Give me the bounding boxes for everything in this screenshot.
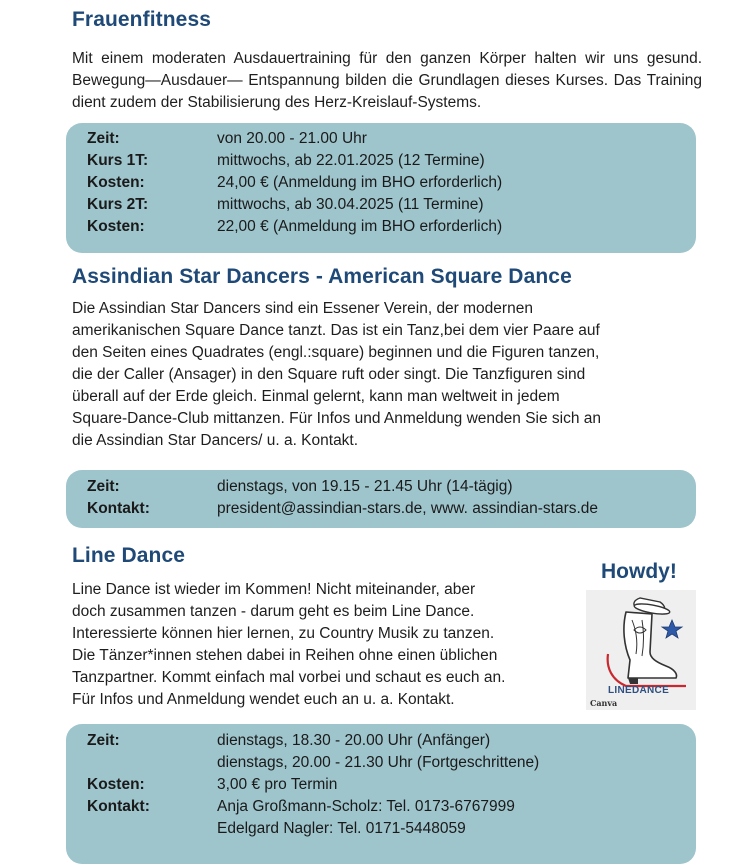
info-value: dienstags, 18.30 - 20.00 Uhr (Anfänger) [217, 732, 491, 749]
frauenfitness-description: Mit einem moderaten Ausdauertraining für den ganzen Körper halten wir uns gesund. Bewegung—Ausdauer— Entspannung bilden die Grundlagen dieses Kurses. Das Training dient zudem der Stabilisierung des Herz-Kreislauf-Systems. [72, 50, 702, 111]
info-row [66, 730, 696, 752]
square-dance-title: Assindian Star Dancers - American Square Dance [72, 265, 572, 288]
info-row [66, 128, 696, 150]
line-dance-description [72, 579, 592, 711]
frauenfitness-info-box [66, 123, 696, 253]
info-row [66, 216, 696, 238]
info-label: Zeit: [87, 732, 120, 749]
info-value: 22,00 € (Anmeldung im BHO erforderlich) [217, 218, 503, 235]
info-row [66, 774, 696, 796]
info-label: Zeit: [87, 130, 120, 147]
text-line: amerikanischen Square Dance tanzt. Das ist ein Tanz,bei dem vier Paare auf [72, 322, 600, 339]
text-line: den Seiten eines Quadrates (engl.:square) beginnen und die Figuren tanzen, [72, 344, 600, 361]
info-value: 24,00 € (Anmeldung im BHO erforderlich) [217, 174, 503, 191]
info-row [66, 172, 696, 194]
info-value: Edelgard Nagler: Tel. 0171-5448059 [217, 820, 466, 837]
badge-caption: LINEDANCE [608, 685, 670, 696]
info-label: Kurs 1T: [87, 152, 149, 169]
info-label: Kontakt: [87, 798, 150, 815]
info-value: mittwochs, ab 30.04.2025 (11 Termine) [217, 196, 484, 213]
howdy-heading: Howdy! [601, 560, 677, 583]
badge-brand: Canva [590, 698, 618, 708]
info-row [66, 796, 696, 818]
info-label: Zeit: [87, 478, 120, 495]
line-dance-info-box [66, 724, 696, 864]
info-row [66, 752, 696, 774]
text-line: Die Tänzer*innen stehen dabei in Reihen ohne einen üblichen [72, 647, 498, 664]
info-row [66, 194, 696, 216]
linedance-badge [586, 590, 696, 710]
line-dance-title: Line Dance [72, 544, 186, 567]
info-value: Anja Großmann-Scholz: Tel. 0173-6767999 [217, 798, 515, 815]
text-line: doch zusammen tanzen - darum geht es beim Line Dance. [72, 603, 475, 620]
square-dance-info-box [66, 470, 696, 528]
text-line: Line Dance ist wieder im Kommen! Nicht miteinander, aber [72, 581, 476, 598]
info-value: dienstags, von 19.15 - 21.45 Uhr (14-tägig) [217, 478, 513, 495]
text-line: die Assindian Star Dancers/ u. a. Kontakt. [72, 432, 359, 449]
square-dance-description [72, 298, 712, 452]
info-value: president@assindian-stars.de, www. assindian-stars.de [217, 500, 599, 517]
info-row [66, 476, 696, 498]
info-label: Kosten: [87, 776, 145, 793]
info-row [66, 498, 696, 520]
info-label: Kontakt: [87, 500, 150, 517]
info-value: 3,00 € pro Termin [217, 776, 338, 793]
info-label: Kosten: [87, 218, 145, 235]
info-label: Kurs 2T: [87, 196, 149, 213]
info-value: von 20.00 - 21.00 Uhr [217, 130, 367, 147]
text-line: die der Caller (Ansager) in den Square ruft oder singt. Die Tanzfiguren sind [72, 366, 586, 383]
info-row [66, 818, 696, 840]
info-label: Kosten: [87, 174, 145, 191]
info-value: dienstags, 20.00 - 21.30 Uhr (Fortgeschrittene) [217, 754, 540, 771]
text-line: Square-Dance-Club mittanzen. Für Infos und Anmeldung wenden Sie sich an [72, 410, 602, 427]
text-line: Tanzpartner. Kommt einfach mal vorbei und schaut es euch an. [72, 669, 506, 686]
text-line: überall auf der Erde gleich. Einmal gelernt, kann man weltweit in jedem [72, 388, 560, 405]
frauenfitness-title: Frauenfitness [72, 8, 211, 31]
text-line: Die Assindian Star Dancers sind ein Essener Verein, der modernen [72, 300, 533, 317]
text-line: Interessierte können hier lernen, zu Country Musik zu tanzen. [72, 625, 495, 642]
info-value: mittwochs, ab 22.01.2025 (12 Termine) [217, 152, 485, 169]
info-row [66, 150, 696, 172]
text-line: Für Infos und Anmeldung wendet euch an u. a. Kontakt. [72, 691, 455, 708]
